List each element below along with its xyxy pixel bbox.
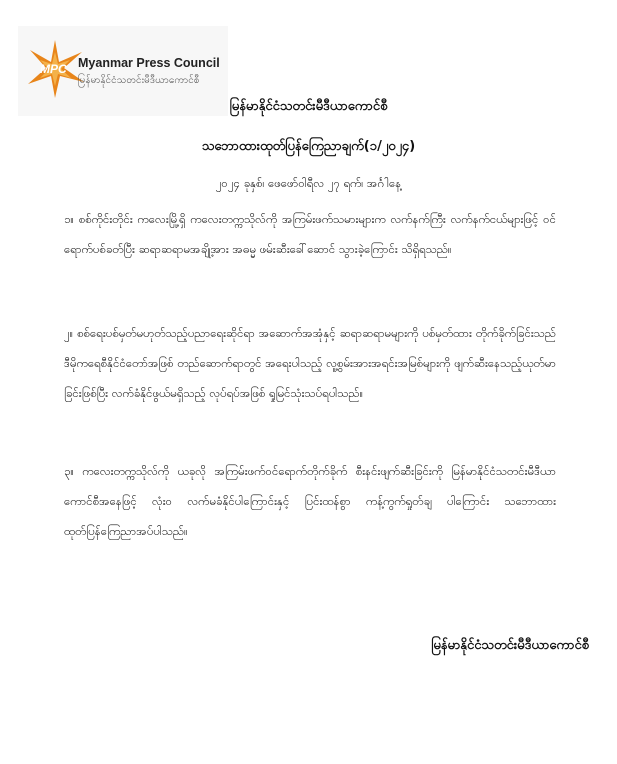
paragraph-3: ၃။ ကလေးတက္ကသိုလ်ကို ယခုလို အကြမ်းဖက်ဝင်ရောက်တိုက်ခိုက် စီးနင်းဖျက်ဆီးခြင်းကို မြန်မာနိုင်ငံသတင်းမီဒီယာကောင်စီအနေဖြင့် လုံးဝ လက်မခံနိုင်ပါကြောင်းနှင့် ပြင်းထန်စွာ ကန့်ကွက်ရှုတ်ချ ပါကြောင်း သဘောထား ထုတ်ပြန်ကြေညာအပ်ပါသည်။ [64,464,556,538]
logo-name-english: Myanmar Press Council [78,56,220,70]
signature: မြန်မာနိုင်ငံသတင်းမီဒီယာကောင်စီ [431,638,589,653]
paragraph-2: ၂။ စစ်ရေးပစ်မှတ်မဟုတ်သည့်ပညာရေးဆိုင်ရာ အဆောက်အအုံနှင့် ဆရာဆရာမများကို ပစ်မှတ်ထား တိုက်ခိုက်ခြင်းသည် ဒီမိုကရေစီနိုင်ငံတော်အဖြစ် တည်ဆောက်ရာတွင် အရေးပါသည့် လူ့စွမ်းအားအရင်းအမြစ်များကို ဖျက်ဆီးနေသည့်ယုတ်မာခြင်းဖြစ်ပြီး လက်ခံနိုင်ဖွယ်မရှိသည့် လုပ်ရပ်အဖြစ် ရှုမြင်သုံးသပ်ရပါသည်။ [64,326,556,400]
statement-title: သဘောထားထုတ်ပြန်ကြေညာချက်(၁/၂၀၂၄) [201,139,416,154]
logo-name-burmese: မြန်မာနိုင်ငံသတင်းမီဒီယာကောင်စီ [78,75,200,86]
organization-title: မြန်မာနိုင်ငံသတင်းမီဒီယာကောင်စီ [229,99,388,114]
paragraph-1: ၁။ စစ်ကိုင်းတိုင်း ကလေးမြို့ရှိ ကလေးတက္ကသိုလ်ကို အကြမ်းဖက်သမားများက လက်နက်ကြီး လက်နက်ငယ်များဖြင့် ဝင်ရောက်ပစ်ခတ်ပြီး ဆရာဆရာမအချို့အား အဓမ္မ ဖမ်းဆီးခေါ်ဆောင် သွားခဲ့ကြောင်း သိရှိရသည်။ [64,212,556,256]
statement-date: ၂၀၂၄ ခုနှစ်၊ ဖေဖော်ဝါရီလ ၂၇ ရက်၊ အင်္ဂါနေ့ [215,176,402,190]
logo-abbr: MPC [40,62,67,76]
